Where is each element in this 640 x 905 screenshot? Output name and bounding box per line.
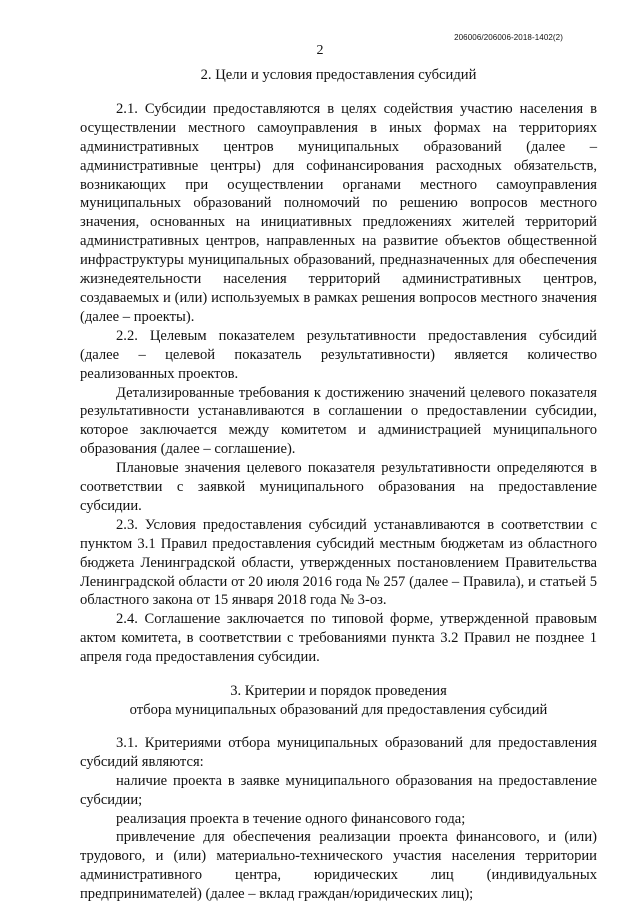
section-2-title: 2. Цели и условия предоставления субсидий [200,67,477,83]
paragraph-2-1: 2.1. Субсидии предоставляются в целях содействия участию населения в осуществлении местного самоуправления в иных формах на территориях административных центров муниципальных образований (далее – административные центры) для софинансирования расходных обязательств, возникающих при осуществлении органами местного самоуправления муниципальных образований полномочий по решению вопросов местного значения, основанных на инициативных предложениях жителей территорий административных центров, направленных на развитие объектов общественной инфраструктуры муниципальных образований, предназначенных для обеспечения жизнедеятельности населения территорий административных центров, создаваемых и (или) используемых в рамках решения вопросов местного значения (далее – проекты). [80,100,597,325]
criterion-citizen-contribution: привлечение для обеспечения реализации проекта финансового, и (или) трудового, и (или) материально-технического участия населения территории административного центра, юридических лиц (индивидуальных предпринимателей) (далее – вклад граждан/юридических лиц); [80,829,597,903]
paragraph-2-4: 2.4. Соглашение заключается по типовой форме, утвержденной правовым актом комитета, в соответствии с требованиями пункта 3.2 Правил не позднее 1 апреля года предоставления субсидии. [80,611,597,666]
page-number: 2 [316,43,324,58]
section-3-title-line-2: отбора муниципальных образований для предоставления субсидий [129,702,548,718]
paragraph-2-3: 2.3. Условия предоставления субсидий устанавливаются в соответствии с пунктом 3.1 Правил предоставления субсидий местным бюджетам из областного бюджета Ленинградской области, утвержденных постановлением Правительства Ленинградской области от 20 июля 2016 года № 257 (далее – Правила), и статьей 5 областного закона от 15 января 2018 года № 3-оз. [80,516,597,609]
section-3-title [80,682,597,720]
document-id: 206006/206006-2018-1402(2) [454,33,563,42]
paragraph-3-1: 3.1. Критериями отбора муниципальных образований для предоставления субсидий являются: [80,734,597,770]
criterion-project-in-application: наличие проекта в заявке муниципального образования на предоставление субсидии; [80,772,597,808]
criterion-one-financial-year: реализация проекта в течение одного финансового года; [116,810,466,827]
paragraph-detailed-requirements: Детализированные требования к достижению значений целевого показателя результативности устанавливаются в соглашении о предоставлении субсидии, которое заключается между комитетом и администрацией муниципального образования (далее – соглашение). [80,384,597,458]
document-body [80,66,597,904]
paragraph-planned-values: Плановые значения целевого показателя результативности определяются в соответствии с заявкой муниципального образования на предоставление субсидии. [80,460,597,514]
paragraph-2-2: 2.2. Целевым показателем результативности предоставления субсидий (далее – целевой показатель результативности) является количество реализованных проектов. [80,327,597,382]
section-3-title-line-1: 3. Критерии и порядок проведения [230,683,447,700]
